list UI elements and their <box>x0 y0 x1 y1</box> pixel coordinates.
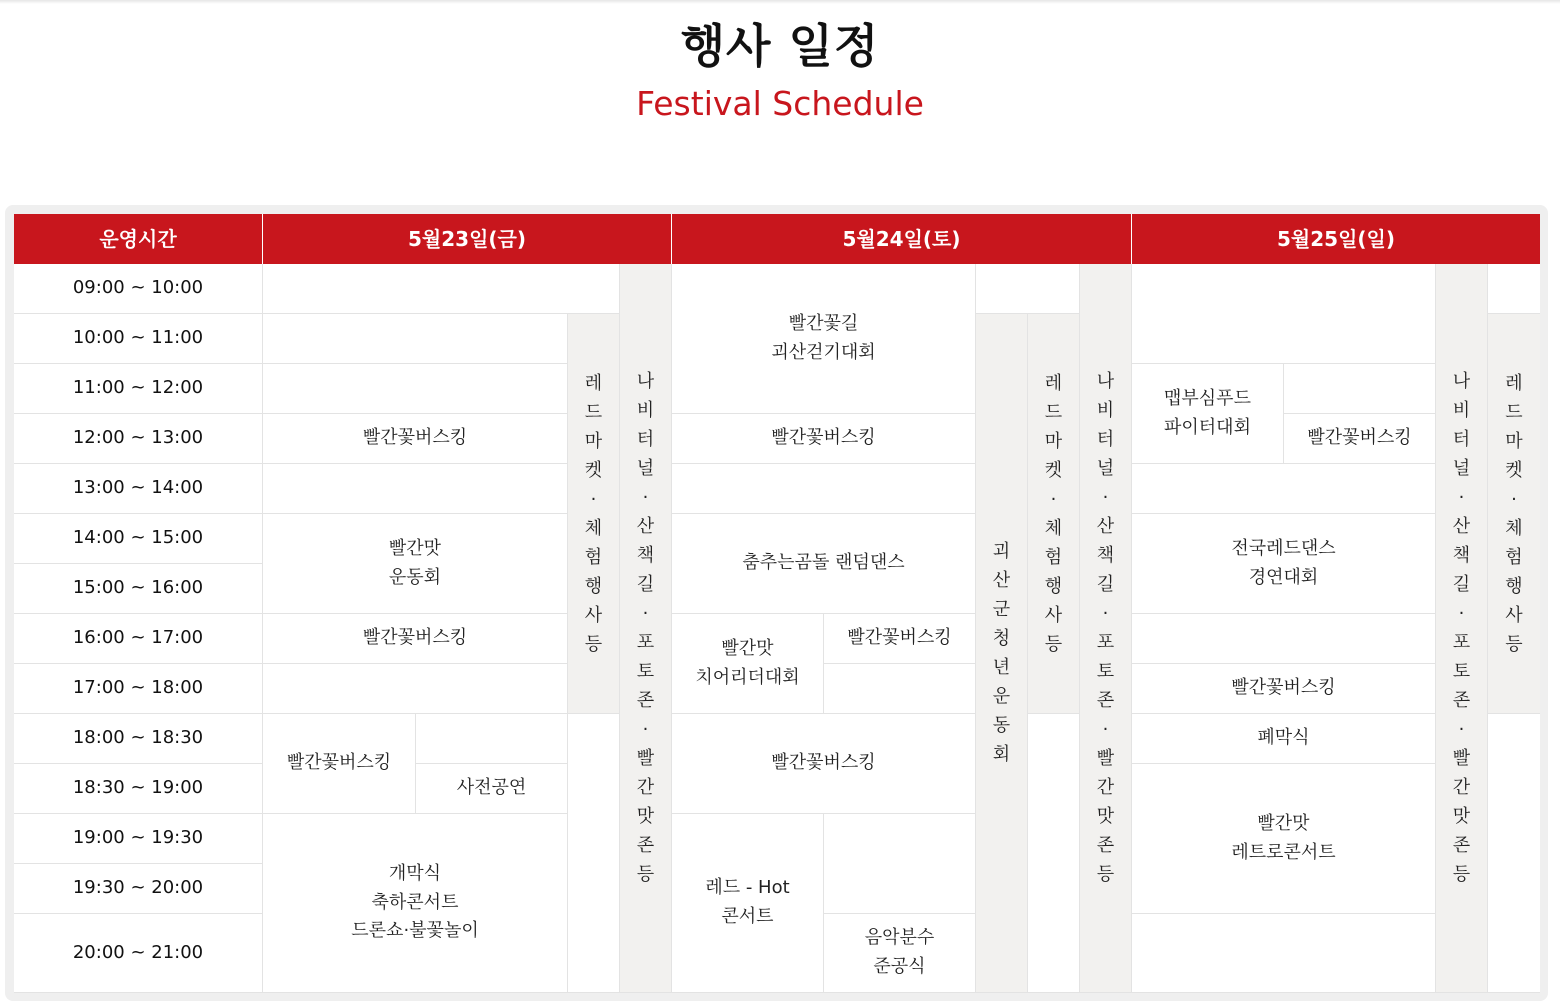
vertical-label: 레드마켓·체험행사 등 <box>1505 372 1523 655</box>
event-cell: 음악분수 준공식 <box>824 914 976 993</box>
event-cell: 폐막식 <box>1132 714 1436 764</box>
empty-cell <box>1488 264 1540 314</box>
event-cell: 빨간꽃버스킹 <box>824 614 976 664</box>
time-slot: 12:00 ~ 13:00 <box>14 414 263 464</box>
time-slot: 18:00 ~ 18:30 <box>14 714 263 764</box>
time-slot: 14:00 ~ 15:00 <box>14 514 263 564</box>
vertical-label: 나비터널·산책길·포토존·빨간맛존 등 <box>1452 371 1471 885</box>
empty-cell <box>1132 264 1436 364</box>
event-cell: 레드 - Hot 콘서트 <box>672 814 824 993</box>
time-slot: 15:00 ~ 16:00 <box>14 564 263 614</box>
page-title: 행사 일정 <box>680 19 880 73</box>
time-slot: 18:30 ~ 19:00 <box>14 764 263 814</box>
empty-cell <box>263 314 568 364</box>
empty-cell <box>263 364 568 414</box>
empty-cell <box>263 464 568 514</box>
event-cell: 개막식 축하콘서트 드론쇼·불꽃놀이 <box>263 814 568 993</box>
event-cell: 빨간꽃버스킹 <box>1284 414 1436 464</box>
schedule-table <box>14 214 1540 993</box>
time-slot: 13:00 ~ 14:00 <box>14 464 263 514</box>
empty-cell <box>1132 914 1436 993</box>
header-day3: 5월25일(일) <box>1132 214 1540 264</box>
vertical-label: 괴산군청년운동회 <box>992 541 1011 765</box>
event-cell: 빨간꽃버스킹 <box>263 714 416 814</box>
event-cell-vertical <box>1080 264 1132 993</box>
event-cell: 춤추는곰돌 랜덤댄스 <box>672 514 976 614</box>
vertical-label: 레드마켓·체험행사 등 <box>584 372 603 655</box>
event-cell: 전국레드댄스 경연대회 <box>1132 514 1436 614</box>
empty-cell <box>824 814 976 914</box>
header-day2: 5월24일(토) <box>672 214 1132 264</box>
event-cell: 빨간맛 운동회 <box>263 514 568 614</box>
top-divider <box>0 0 1560 4</box>
empty-cell <box>1132 464 1436 514</box>
time-slot: 09:00 ~ 10:00 <box>14 264 263 314</box>
empty-cell <box>1132 614 1436 664</box>
vertical-label: 나비터널·산책길·포토존·빨간맛존 등 <box>636 371 655 885</box>
vertical-label: 레드마켓·체험행사 등 <box>1044 372 1063 655</box>
empty-cell <box>672 464 976 514</box>
event-cell-vertical <box>976 314 1028 993</box>
event-cell-vertical <box>1436 264 1488 993</box>
page-subtitle: Festival Schedule <box>636 84 924 123</box>
event-cell: 빨간맛 레트로콘서트 <box>1132 764 1436 914</box>
event-cell: 빨간꽃버스킹 <box>263 414 568 464</box>
event-cell-vertical <box>1488 314 1540 714</box>
empty-cell <box>568 714 620 993</box>
event-cell: 빨간꽃길 괴산걷기대회 <box>672 264 976 414</box>
header-time: 운영시간 <box>14 214 263 264</box>
empty-cell <box>263 664 568 714</box>
event-cell: 사전공연 <box>416 764 568 814</box>
empty-cell <box>416 714 568 764</box>
time-slot: 17:00 ~ 18:00 <box>14 664 263 714</box>
event-cell-vertical <box>1028 314 1080 714</box>
time-slot: 16:00 ~ 17:00 <box>14 614 263 664</box>
event-cell: 빨간꽃버스킹 <box>672 714 976 814</box>
event-cell: 맵부심푸드 파이터대회 <box>1132 364 1284 464</box>
empty-cell <box>976 264 1080 314</box>
empty-cell <box>1488 714 1540 993</box>
empty-cell <box>1284 364 1436 414</box>
time-slot: 11:00 ~ 12:00 <box>14 364 263 414</box>
empty-cell <box>824 664 976 714</box>
event-cell: 빨간꽃버스킹 <box>263 614 568 664</box>
header-day1: 5월23일(금) <box>263 214 672 264</box>
empty-cell <box>1028 714 1080 993</box>
event-cell: 빨간꽃버스킹 <box>1132 664 1436 714</box>
event-cell: 빨간꽃버스킹 <box>672 414 976 464</box>
vertical-label: 나비터널·산책길·포토존·빨간맛존 등 <box>1096 371 1115 885</box>
event-cell: 빨간맛 치어리더대회 <box>672 614 824 714</box>
event-cell-vertical <box>568 314 620 714</box>
time-slot: 19:00 ~ 19:30 <box>14 814 263 864</box>
event-cell-vertical <box>620 264 672 993</box>
time-slot: 20:00 ~ 21:00 <box>14 914 263 993</box>
time-slot: 19:30 ~ 20:00 <box>14 864 263 914</box>
empty-cell <box>263 264 620 314</box>
time-slot: 10:00 ~ 11:00 <box>14 314 263 364</box>
